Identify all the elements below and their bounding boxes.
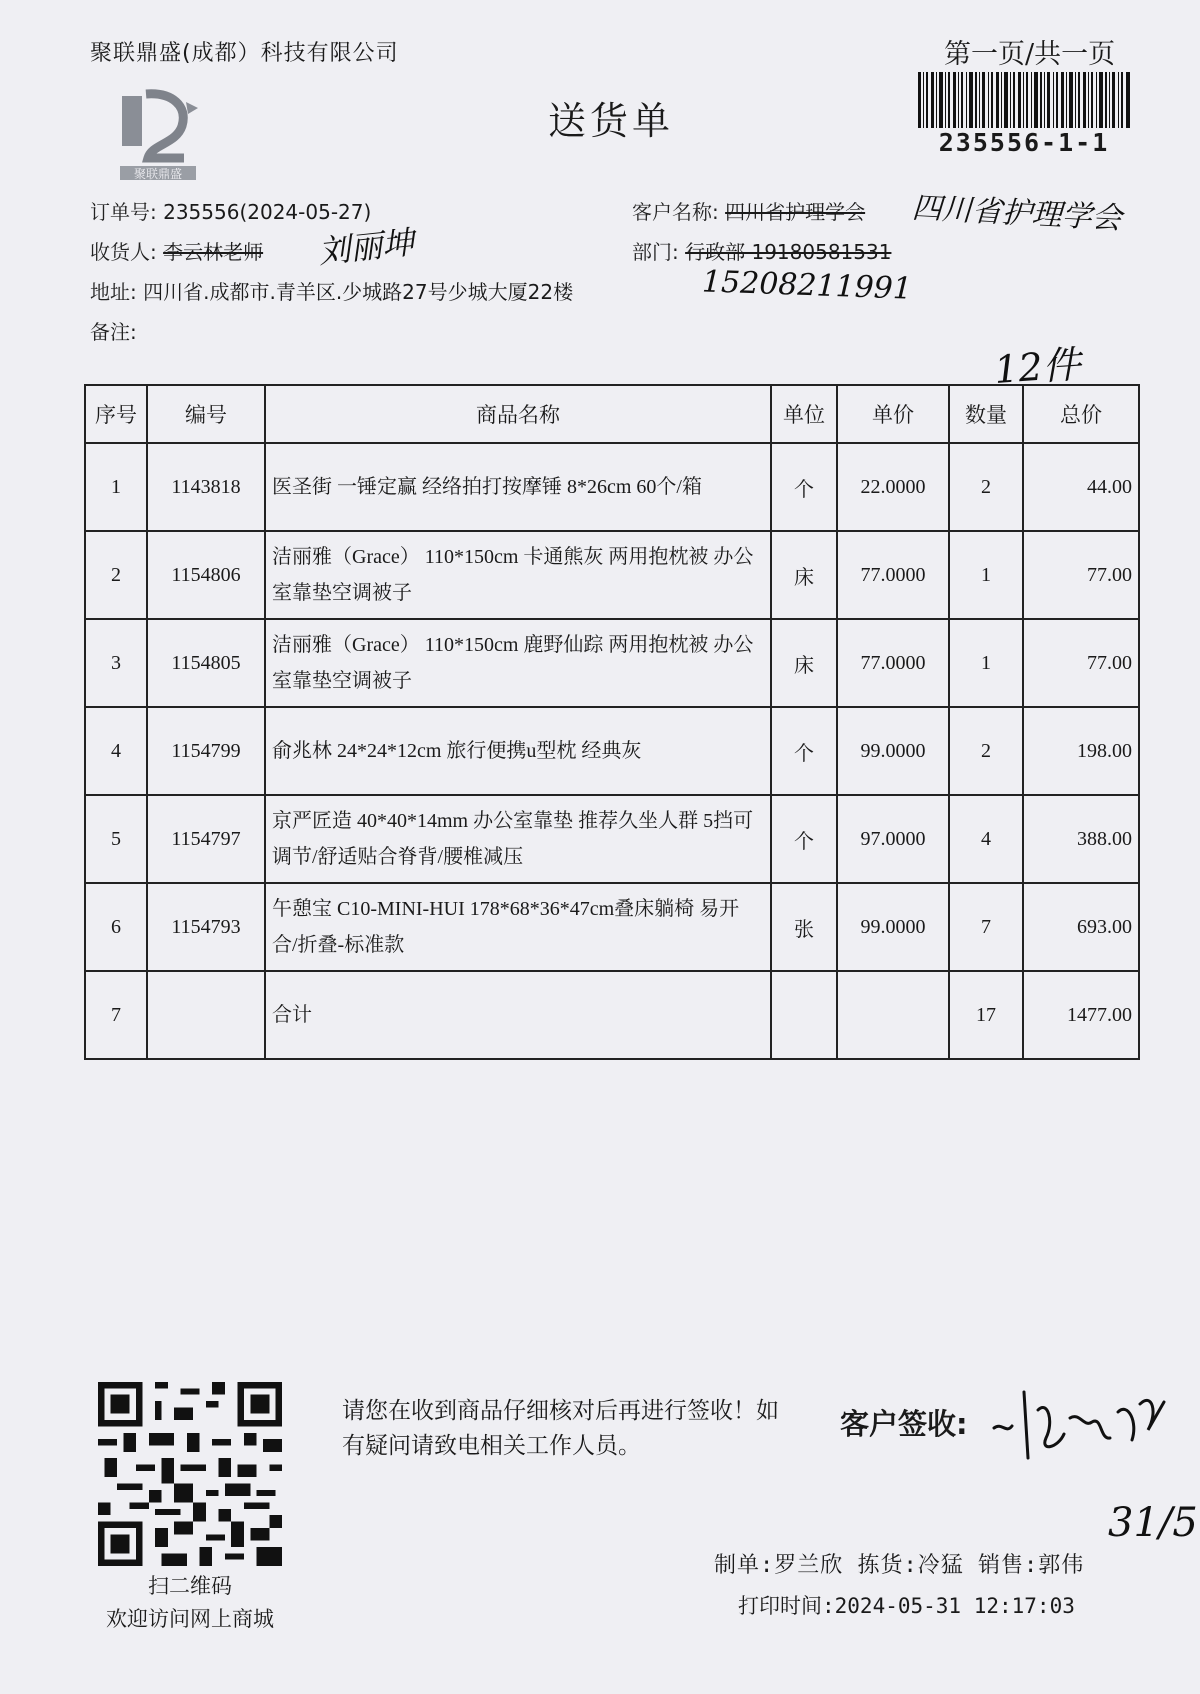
- table-row: [85, 619, 1139, 707]
- row-total: 77.00: [1023, 619, 1139, 707]
- row-index: 2: [85, 531, 147, 619]
- row-name: 洁丽雅（Grace） 110*150cm 卡通熊灰 两用抱枕被 办公室靠垫空调被子: [265, 531, 771, 619]
- row-index: 1: [85, 443, 147, 531]
- goods-table: [84, 384, 1140, 1060]
- remark-label: 备注:: [90, 320, 137, 344]
- address-value: 四川省.成都市.青羊区.少城路27号少城大厦22楼: [143, 280, 574, 304]
- row-price: 22.0000: [837, 443, 949, 531]
- row-index: 6: [85, 883, 147, 971]
- row-qty: 7: [949, 883, 1023, 971]
- row-code: 1154799: [147, 707, 265, 795]
- company-logo: [112, 86, 204, 186]
- qr-caption-line1: 扫二维码: [148, 1574, 232, 1598]
- header-index: 序号: [85, 385, 147, 443]
- row-price: [837, 971, 949, 1059]
- signature-label: 客户签收:: [840, 1407, 968, 1441]
- total-amount: 1477.00: [1023, 971, 1139, 1059]
- row-price: 99.0000: [837, 707, 949, 795]
- address-row: [90, 276, 573, 305]
- table-row: [85, 883, 1139, 971]
- row-qty: 1: [949, 531, 1023, 619]
- table-row: [85, 795, 1139, 883]
- row-index: 5: [85, 795, 147, 883]
- print-time: 打印时间:2024-05-31 12:17:03: [738, 1594, 1075, 1618]
- header-qty: 数量: [949, 385, 1023, 443]
- table-row: [85, 531, 1139, 619]
- header-name: 商品名称: [265, 385, 771, 443]
- total-label: 合计: [265, 971, 771, 1059]
- company-name: 聚联鼎盛(成都）科技有限公司: [90, 41, 399, 66]
- total-qty: 17: [949, 971, 1023, 1059]
- row-total: 388.00: [1023, 795, 1139, 883]
- row-price: 77.0000: [837, 619, 949, 707]
- department-value: 行政部 19180581531: [685, 240, 892, 264]
- customer-label: 客户名称:: [632, 200, 719, 224]
- row-total: 198.00: [1023, 707, 1139, 795]
- customer-row: [632, 196, 865, 225]
- logo-text: 聚联鼎盛: [133, 167, 183, 181]
- row-unit: [771, 971, 837, 1059]
- row-name: 洁丽雅（Grace） 110*150cm 鹿野仙踪 两用抱枕被 办公室靠垫空调被子: [265, 619, 771, 707]
- row-index: 7: [85, 971, 147, 1059]
- handwritten-count: 12件: [992, 342, 1083, 392]
- row-index: 3: [85, 619, 147, 707]
- row-qty: 4: [949, 795, 1023, 883]
- row-price: 97.0000: [837, 795, 949, 883]
- row-code: 1143818: [147, 443, 265, 531]
- qr-caption-line2: 欢迎访问网上商城: [106, 1607, 274, 1631]
- table-row: [85, 707, 1139, 795]
- header-unit: 单位: [771, 385, 837, 443]
- order-number-row: [90, 196, 371, 225]
- staff-info: 制单:罗兰欣 拣货:冷猛 销售:郭伟: [714, 1553, 1085, 1578]
- row-unit: 个: [771, 443, 837, 531]
- row-qty: 2: [949, 707, 1023, 795]
- row-unit: 张: [771, 883, 837, 971]
- row-unit: 个: [771, 795, 837, 883]
- signature-scribble: [988, 1382, 1178, 1472]
- row-qty: 1: [949, 619, 1023, 707]
- order-number-label: 订单号:: [90, 200, 157, 224]
- receiver-row: [90, 236, 263, 265]
- row-qty: 2: [949, 443, 1023, 531]
- handwritten-phone: 15208211991: [701, 264, 913, 307]
- table-row: [85, 443, 1139, 531]
- department-label: 部门:: [632, 240, 679, 264]
- handwritten-receiver: 刘丽坤: [316, 223, 416, 271]
- barcode: [918, 72, 1130, 128]
- qr-code: [98, 1382, 282, 1566]
- order-number-value: 235556(2024-05-27): [163, 200, 372, 224]
- handwritten-customer: 四川省护理学会: [911, 190, 1123, 237]
- row-unit: 床: [771, 531, 837, 619]
- row-unit: 个: [771, 707, 837, 795]
- address-label: 地址:: [90, 280, 137, 304]
- qr-caption: [70, 1570, 310, 1636]
- row-code: 1154806: [147, 531, 265, 619]
- header-code: 编号: [147, 385, 265, 443]
- row-index: 4: [85, 707, 147, 795]
- table-total-row: [85, 971, 1139, 1059]
- table-header-row: [85, 385, 1139, 443]
- row-name: 医圣街 一锤定赢 经络拍打按摩锤 8*26cm 60个/箱: [265, 443, 771, 531]
- row-code: 1154797: [147, 795, 265, 883]
- row-price: 77.0000: [837, 531, 949, 619]
- document-title: 送货单: [548, 99, 675, 143]
- customer-value: 四川省护理学会: [725, 200, 866, 224]
- row-total: 693.00: [1023, 883, 1139, 971]
- row-code: 1154793: [147, 883, 265, 971]
- barcode-number: 235556-1-1: [938, 128, 1110, 157]
- handwritten-date: 31/5: [1108, 1500, 1198, 1546]
- receiver-label: 收货人:: [90, 240, 157, 264]
- row-price: 99.0000: [837, 883, 949, 971]
- header-total: 总价: [1023, 385, 1139, 443]
- row-code: [147, 971, 265, 1059]
- row-unit: 床: [771, 619, 837, 707]
- row-name: 京严匠造 40*40*14mm 办公室靠垫 推荐久坐人群 5挡可调节/舒适贴合脊背/腰椎减压: [265, 795, 771, 883]
- row-total: 77.00: [1023, 531, 1139, 619]
- page-info: 第一页/共一页: [944, 39, 1116, 70]
- row-code: 1154805: [147, 619, 265, 707]
- receiver-value: 李云林老师: [163, 240, 264, 264]
- department-row: [632, 236, 891, 265]
- row-name: 俞兆林 24*24*12cm 旅行便携u型枕 经典灰: [265, 707, 771, 795]
- notice-text: 请您在收到商品仔细核对后再进行签收！如有疑问请致电相关工作人员。: [342, 1398, 779, 1459]
- row-total: 44.00: [1023, 443, 1139, 531]
- header-price: 单价: [837, 385, 949, 443]
- row-name: 午憩宝 C10-MINI-HUI 178*68*36*47cm叠床躺椅 易开合/折叠-标准款: [265, 883, 771, 971]
